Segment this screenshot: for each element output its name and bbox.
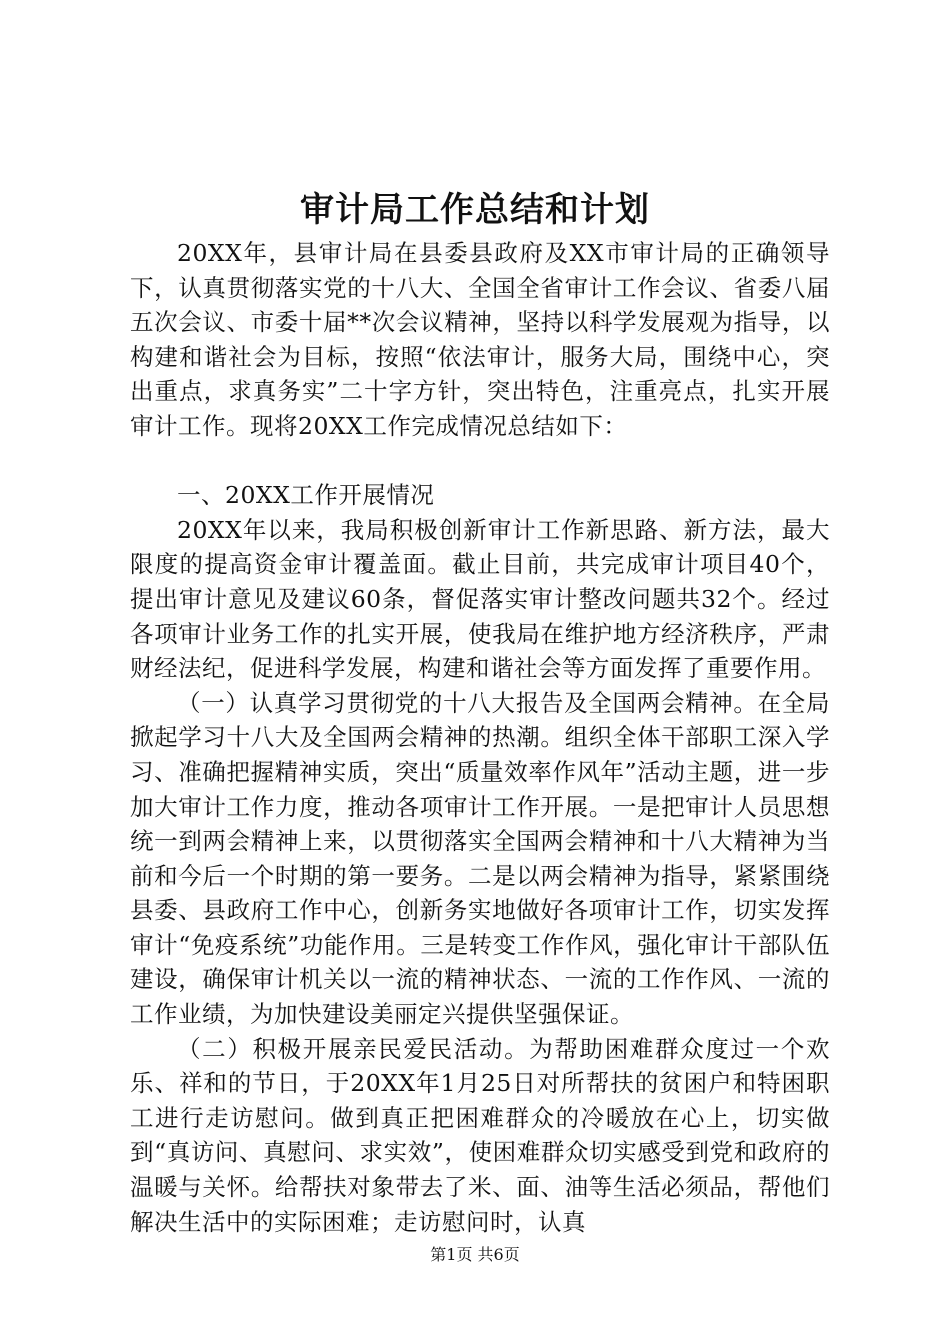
page-number-footer: 第1页 共6页 xyxy=(430,1245,520,1264)
intro-paragraph: 20XX年，县审计局在县委县政府及XX市审计局的正确领导下，认真贯彻落实党的十八大、全国全省审计工作会议、省委八届五次会议、市委十届**次会议精神，坚持以科学发展观为指导，以构建和谐社会为目标，按照“依法审计，服务大局，围绕中心，突出重点，求真务实”二十字方针，突出特色，注重亮点，扎实开展审计工作。现将20XX工作完成情况总结如下： xyxy=(130,239,830,440)
item-one-paragraph: （一）认真学习贯彻党的十八大报告及全国两会精神。在全局掀起学习十八大及全国两会精神的热潮。组织全体干部职工深入学习、准确把握精神实质，突出“质量效率作风年”活动主题，进一步加大审计工作力度，推动各项审计工作开展。一是把审计人员思想统一到两会精神上来，以贯彻落实全国两会精神和十八大精神为当前和今后一个时期的第一要务。二是以两会精神为指导，紧紧围绕县委、县政府工作中心，创新务实地做好各项审计工作，切实发挥审计“免疫系统”功能作用。三是转变工作作风，强化审计干部队伍建设，确保审计机关以一流的精神状态、一流的工作作风、一流的工作业绩，为加快建设美丽定兴提供坚强保证。 xyxy=(130,688,830,1029)
section-heading: 一、20XX工作开展情况 xyxy=(177,481,435,510)
section-paragraph: 20XX年以来，我局积极创新审计工作新思路、新方法，最大限度的提高资金审计覆盖面。截止目前，共完成审计项目40个，提出审计意见及建议60条，督促落实审计整改问题共32个。经过各项审计业务工作的扎实开展，使我局在维护地方经济秩序，严肃财经法纪，促进科学发展，构建和谐社会等方面发挥了重要作用。 xyxy=(130,515,830,683)
document-title: 审计局工作总结和计划 xyxy=(300,190,650,230)
document-body xyxy=(130,236,830,1239)
paragraph-spacer xyxy=(130,444,830,479)
item-two-paragraph: （二）积极开展亲民爱民活动。为帮助困难群众度过一个欢乐、祥和的节日，于20XX年1月25日对所帮扶的贫困户和特困职工进行走访慰问。做到真正把困难群众的冷暖放在心上，切实做到“真访问、真慰问、求实效”，使困难群众切实感受到党和政府的温暖与关怀。给帮扶对象带去了米、面、油等生活必须品，帮他们解决生活中的实际困难；走访慰问时，认真 xyxy=(130,1034,830,1236)
